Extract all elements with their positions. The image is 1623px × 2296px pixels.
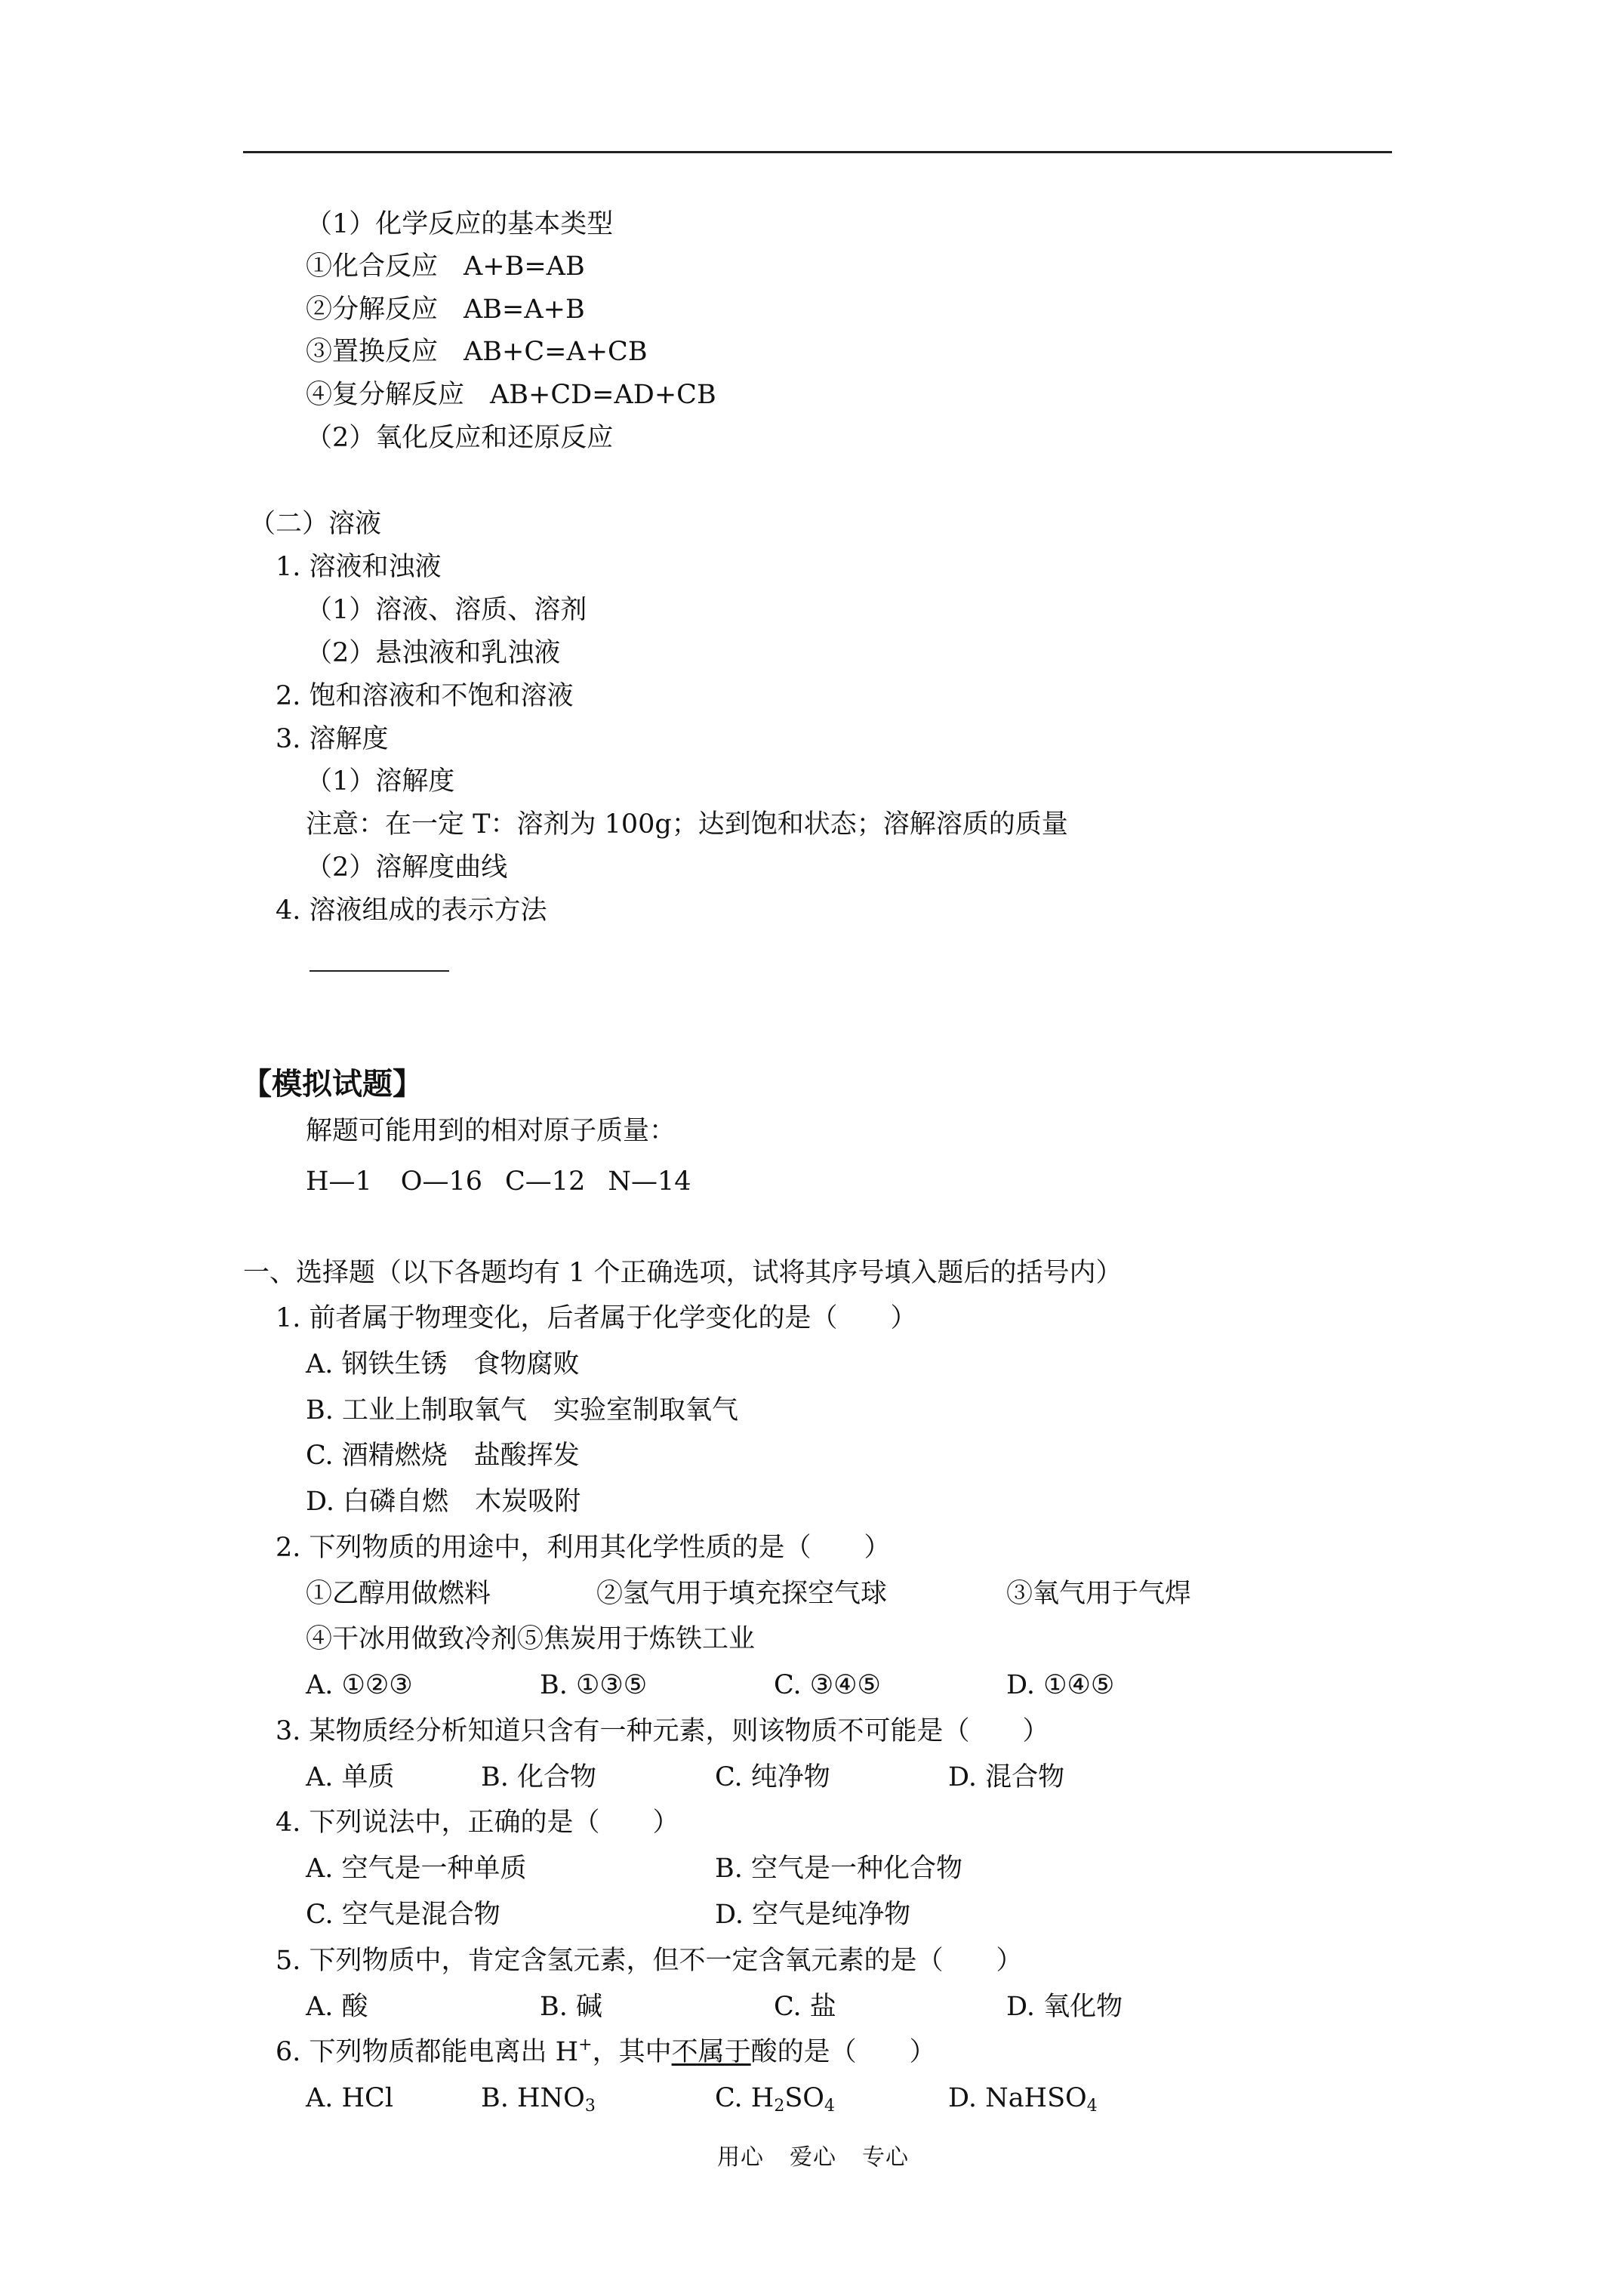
reaction-type-3: ③置换反应 AB+C=A+CB <box>306 337 648 367</box>
solution-item-3: （2）悬浊液和乳浊液 <box>306 638 561 668</box>
q5-option-a: A. 酸 <box>306 1992 368 2022</box>
q2-option-d: D. ①④⑤ <box>1006 1670 1115 1700</box>
solution-item-6: （1）溶解度 <box>306 766 455 797</box>
q2-item-1: ①乙醇用做燃料 <box>306 1579 491 1609</box>
q2-option-b: B. ①③⑤ <box>540 1670 648 1700</box>
q1-option-a: A. 钢铁生锈 食物腐败 <box>306 1349 580 1379</box>
solution-note: 注意：在一定 T：溶剂为 100g；达到饱和状态；溶解溶质的质量 <box>306 809 1068 840</box>
exam-title: 【模拟试题】 <box>242 1066 423 1102</box>
q4-option-a: A. 空气是一种单质 <box>306 1854 527 1884</box>
page-footer: 用心 爱心 专心 <box>717 2144 909 2171</box>
q2-item-4: ④干冰用做致冷剂⑤焦炭用于炼铁工业 <box>306 1624 756 1654</box>
q2-option-a: A. ①②③ <box>306 1670 413 1700</box>
q2-stem: 2. 下列物质的用途中，利用其化学性质的是（ ） <box>276 1533 891 1563</box>
q1-stem: 1. 前者属于物理变化，后者属于化学变化的是（ ） <box>276 1303 917 1333</box>
section-1-title: 一、选择题（以下各题均有 1 个正确选项，试将其序号填入题后的括号内） <box>243 1258 1123 1288</box>
q3-option-a: A. 单质 <box>306 1762 395 1792</box>
q6-option-c: C. $H_2SO_4$ <box>715 2083 835 2116</box>
blank-rule <box>310 970 449 972</box>
q3-option-b: B. 化合物 <box>481 1762 596 1792</box>
solution-item-4: 2. 饱和溶液和不饱和溶液 <box>276 681 574 711</box>
q5-option-d: D. 氧化物 <box>1006 1992 1123 2022</box>
q6-option-a: A. HCl <box>306 2083 394 2113</box>
q6-option-b: B. $HNO_3$ <box>481 2083 596 2116</box>
q2-item-3: ③氧气用于气焊 <box>1006 1579 1192 1609</box>
solution-item-9: 4. 溶液组成的表示方法 <box>276 895 547 926</box>
q4-option-d: D. 空气是纯净物 <box>715 1900 911 1930</box>
q4-stem: 4. 下列说法中，正确的是（ ） <box>276 1808 679 1838</box>
solution-item-1: 1. 溶液和浊液 <box>276 552 442 582</box>
reaction-heading-1: （1）化学反应的基本类型 <box>306 209 614 239</box>
reaction-type-4: ④复分解反应 AB+CD=AD+CB <box>306 380 716 410</box>
q4-option-c: C. 空气是混合物 <box>306 1900 500 1930</box>
header-rule <box>243 151 1392 153</box>
solution-item-2: （1）溶液、溶质、溶剂 <box>306 595 587 625</box>
q2-item-2: ②氢气用于填充探空气球 <box>596 1579 888 1609</box>
q5-option-b: B. 碱 <box>540 1992 602 2022</box>
q6-option-d: D. NaHSO$_4$ <box>948 2083 1098 2116</box>
solution-item-8: （2）溶解度曲线 <box>306 852 508 883</box>
reaction-type-2: ②分解反应 AB=A+B <box>306 294 585 325</box>
q3-stem: 3. 某物质经分析知道只含有一种元素，则该物质不可能是（ ） <box>276 1716 1049 1746</box>
q3-option-c: C. 纯净物 <box>715 1762 830 1792</box>
q2-option-c: C. ③④⑤ <box>774 1670 881 1700</box>
reaction-heading-2: （2）氧化反应和还原反应 <box>306 423 614 453</box>
reaction-type-1: ①化合反应 A+B=AB <box>306 251 585 282</box>
q3-option-d: D. 混合物 <box>948 1762 1065 1792</box>
solution-title: （二）溶液 <box>249 509 382 539</box>
exam-intro: 解题可能用到的相对原子质量： <box>306 1116 676 1146</box>
q1-option-c: C. 酒精燃烧 盐酸挥发 <box>306 1441 580 1471</box>
q5-stem: 5. 下列物质中，肯定含氢元素，但不一定含氧元素的是（ ） <box>276 1946 1023 1976</box>
q5-option-c: C. 盐 <box>774 1992 836 2022</box>
solution-item-5: 3. 溶解度 <box>276 724 389 754</box>
q4-option-b: B. 空气是一种化合物 <box>715 1854 962 1884</box>
atomic-masses: H—1 O—16 C—12 N—14 <box>306 1166 691 1197</box>
q1-option-d: D. 白磷自燃 木炭吸附 <box>306 1487 581 1517</box>
q6-stem: 6. 下列物质都能电离出 H+，其中不属于酸的是（ ） <box>276 2036 936 2067</box>
q1-option-b: B. 工业上制取氧气 实验室制取氧气 <box>306 1395 738 1425</box>
